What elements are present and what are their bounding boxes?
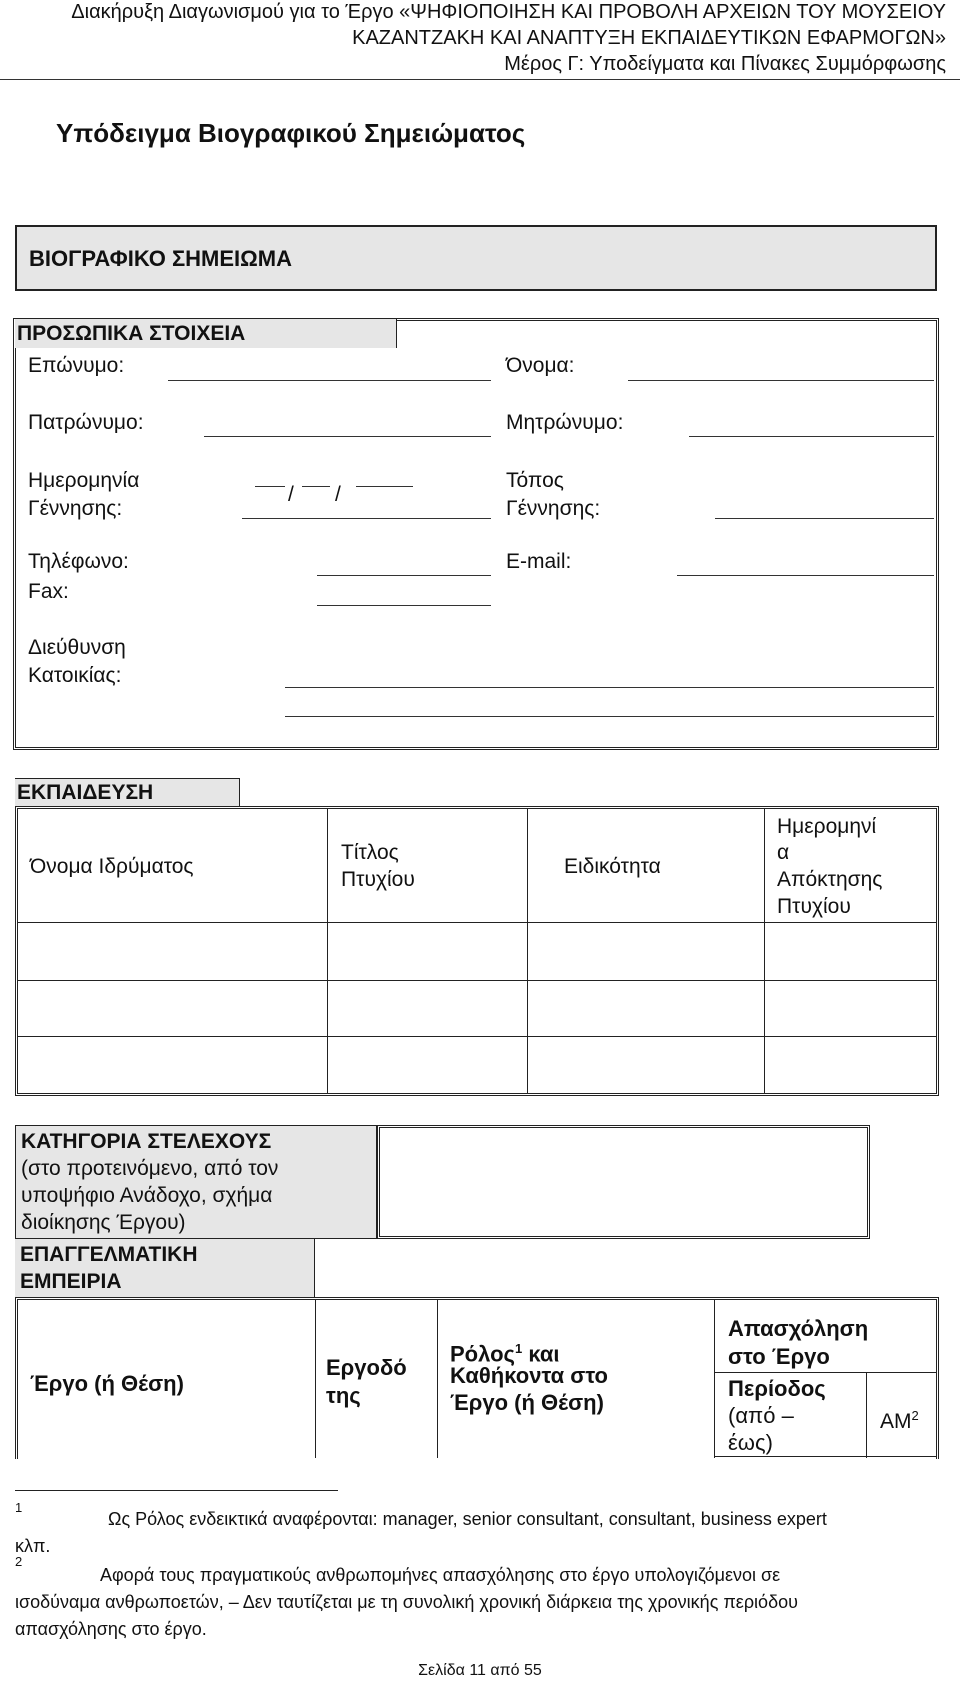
exp-col-role-2: Καθήκοντα στο (450, 1363, 608, 1388)
personal-details-frame (13, 318, 939, 750)
edu-col-date-3: Απόκτησης (777, 868, 883, 891)
exp-col-period-2: (από – (728, 1403, 794, 1428)
exp-col-am (880, 1402, 919, 1436)
edu-col-divider-2 (527, 809, 528, 1093)
education-table (15, 806, 939, 1096)
edu-row-divider-1 (18, 922, 936, 923)
footnote-1-cont: κλπ. (15, 1536, 51, 1556)
father-name-field[interactable] (204, 436, 491, 437)
edu-row-divider-3 (18, 1036, 936, 1037)
birth-month-field[interactable] (302, 486, 330, 487)
edu-col-degree-1: Τίτλος (341, 841, 399, 864)
edu-col-specialty: Ειδικότητα (564, 855, 661, 878)
personal-section-label: ΠΡΟΣΩΠΙΚΑ ΣΤΟΙΧΕΙΑ (17, 322, 246, 345)
footnote-2-text: Αφορά τους πραγματικούς ανθρωπομήνες απασχόλησης στο έργο υπολογιζόμενοι σε (100, 1565, 781, 1585)
footnote-2-line-3: απασχόλησης στο έργο. (15, 1619, 207, 1639)
header-line-2: ΚΑΖΑΝΤΖΑΚΗ ΚΑΙ ΑΝΑΠΤΥΞΗ ΕΚΠΑΙΔΕΥΤΙΚΩΝ ΕΦΑΡΜΟΓΩΝ» (352, 27, 946, 49)
category-desc-2: υποψήφιο Ανάδοχο, σχήμα (21, 1184, 273, 1207)
exp-col-role-3: Έργο (ή Θέση) (450, 1390, 604, 1415)
education-section-label: ΕΚΠΑΙΔΕΥΣΗ (17, 781, 154, 804)
exp-col-employer-2: της (326, 1383, 361, 1408)
mother-name-field[interactable] (689, 436, 934, 437)
page-number: Σελίδα 11 από 55 (418, 1662, 542, 1679)
edu-col-date-2: α (777, 841, 790, 864)
address-label-2: Κατοικίας: (28, 664, 122, 687)
exp-col-divider-1 (315, 1300, 316, 1458)
birth-day-field[interactable] (255, 486, 285, 487)
name-field[interactable] (628, 380, 934, 381)
category-value-field[interactable] (377, 1125, 870, 1239)
address-field-line-2[interactable] (285, 716, 934, 717)
edu-col-degree-2: Πτυχίου (341, 868, 415, 891)
date-slash-1: / (288, 483, 294, 506)
experience-section-label-2: ΕΜΠΕΙΡΙΑ (20, 1270, 122, 1293)
exp-col-divider-3 (714, 1300, 715, 1458)
header-line-3: Μέρος Γ: Υποδείγματα και Πίνακες Συμμόρφωσης (504, 53, 946, 75)
footnote-1-number: 1 (15, 1500, 23, 1515)
edu-row-divider-2 (18, 980, 936, 981)
date-slash-2: / (335, 483, 341, 506)
footnote-separator (15, 1490, 338, 1491)
education-section-tab (15, 778, 240, 807)
birth-place-label-1: Τόπος (506, 469, 564, 492)
exp-am-footnote-ref: 2 (911, 1408, 919, 1423)
exp-col-employment-1: Απασχόληση (728, 1316, 869, 1341)
exp-col-period-1: Περίοδος (728, 1376, 826, 1401)
footnote-2-number: 2 (15, 1554, 23, 1569)
fax-label: Fax: (28, 580, 69, 603)
exp-role-word: Ρόλος (450, 1341, 515, 1367)
birth-date-label-1: Ημερομηνία (28, 469, 140, 492)
exp-am-divider (866, 1372, 867, 1458)
exp-role-footnote-ref: 1 (514, 1341, 523, 1356)
edu-col-divider-3 (764, 809, 765, 1093)
birth-date-label-2: Γέννησης: (28, 497, 123, 520)
category-title: ΚΑΤΗΓΟΡΙΑ ΣΤΕΛΕΧΟΥΣ (21, 1130, 272, 1153)
exp-col-project: Έργο (ή Θέση) (30, 1371, 184, 1396)
edu-col-date-4: Πτυχίου (777, 895, 851, 918)
surname-label: Επώνυμο: (28, 354, 125, 377)
cv-title: ΒΙΟΓΡΑΦΙΚΟ ΣΗΜΕΙΩΜΑ (29, 246, 293, 271)
doc-title: Υπόδειγμα Βιογραφικού Σημειώματος (56, 118, 526, 148)
fax-field[interactable] (317, 605, 491, 606)
email-field[interactable] (677, 575, 934, 576)
phone-label: Τηλέφωνο: (28, 550, 129, 573)
father-name-label: Πατρώνυμο: (28, 411, 144, 434)
exp-col-employment-2: στο Έργο (728, 1344, 830, 1369)
edu-col-institution: Όνομα Ιδρύματος (30, 855, 194, 878)
mother-name-label: Μητρώνυμο: (506, 411, 624, 434)
exp-col-divider-2 (437, 1300, 438, 1458)
surname-field[interactable] (168, 380, 491, 381)
exp-col-period-3: έως) (728, 1430, 773, 1455)
personal-section-tab (15, 318, 397, 348)
header-rule (0, 79, 960, 80)
address-field-line-1[interactable] (285, 687, 934, 688)
category-label-cell (15, 1125, 377, 1239)
name-label: Όνομα: (506, 354, 575, 377)
birth-place-field[interactable] (715, 518, 934, 519)
experience-section-label-1: ΕΠΑΓΓΕΛΜΑΤΙΚΗ (20, 1243, 198, 1266)
category-desc-3: διοίκησης Έργου) (21, 1211, 186, 1234)
footnote-1-text: Ως Ρόλος ενδεικτικά αναφέρονται: manager, senior consultant, consultant, business expert (108, 1509, 827, 1529)
address-label-1: Διεύθυνση (28, 636, 126, 659)
footnote-2-line-2: ισοδύναμα ανθρωποετών, – Δεν ταυτίζεται με τη συνολική χρονική διάρκεια της χρονικής περιόδου (15, 1592, 798, 1612)
exp-employment-divider (714, 1372, 936, 1373)
cv-title-box (15, 225, 937, 291)
exp-col-employer-1: Εργοδό (326, 1355, 407, 1380)
header-line-1: Διακήρυξη Διαγωνισμού για το Έργο «ΨΗΦΙΟΠΟΙΗΣΗ ΚΑΙ ΠΡΟΒΟΛΗ ΑΡΧΕΙΩΝ ΤΟΥ ΜΟΥΣΕΙΟΥ (71, 1, 946, 23)
exp-role-and: και (522, 1341, 560, 1367)
birth-date-field-line (242, 518, 491, 519)
exp-am-label: ΑΜ (880, 1410, 912, 1433)
experience-section-tab (15, 1239, 315, 1297)
edu-col-divider-1 (327, 809, 328, 1093)
birth-year-field[interactable] (356, 486, 413, 487)
phone-field[interactable] (317, 575, 491, 576)
edu-col-date-1: Ημερομηνί (777, 815, 877, 838)
category-desc-1: (στο προτεινόμενο, από τον (21, 1157, 279, 1180)
email-label: E-mail: (506, 550, 572, 573)
birth-place-label-2: Γέννησης: (506, 497, 601, 520)
